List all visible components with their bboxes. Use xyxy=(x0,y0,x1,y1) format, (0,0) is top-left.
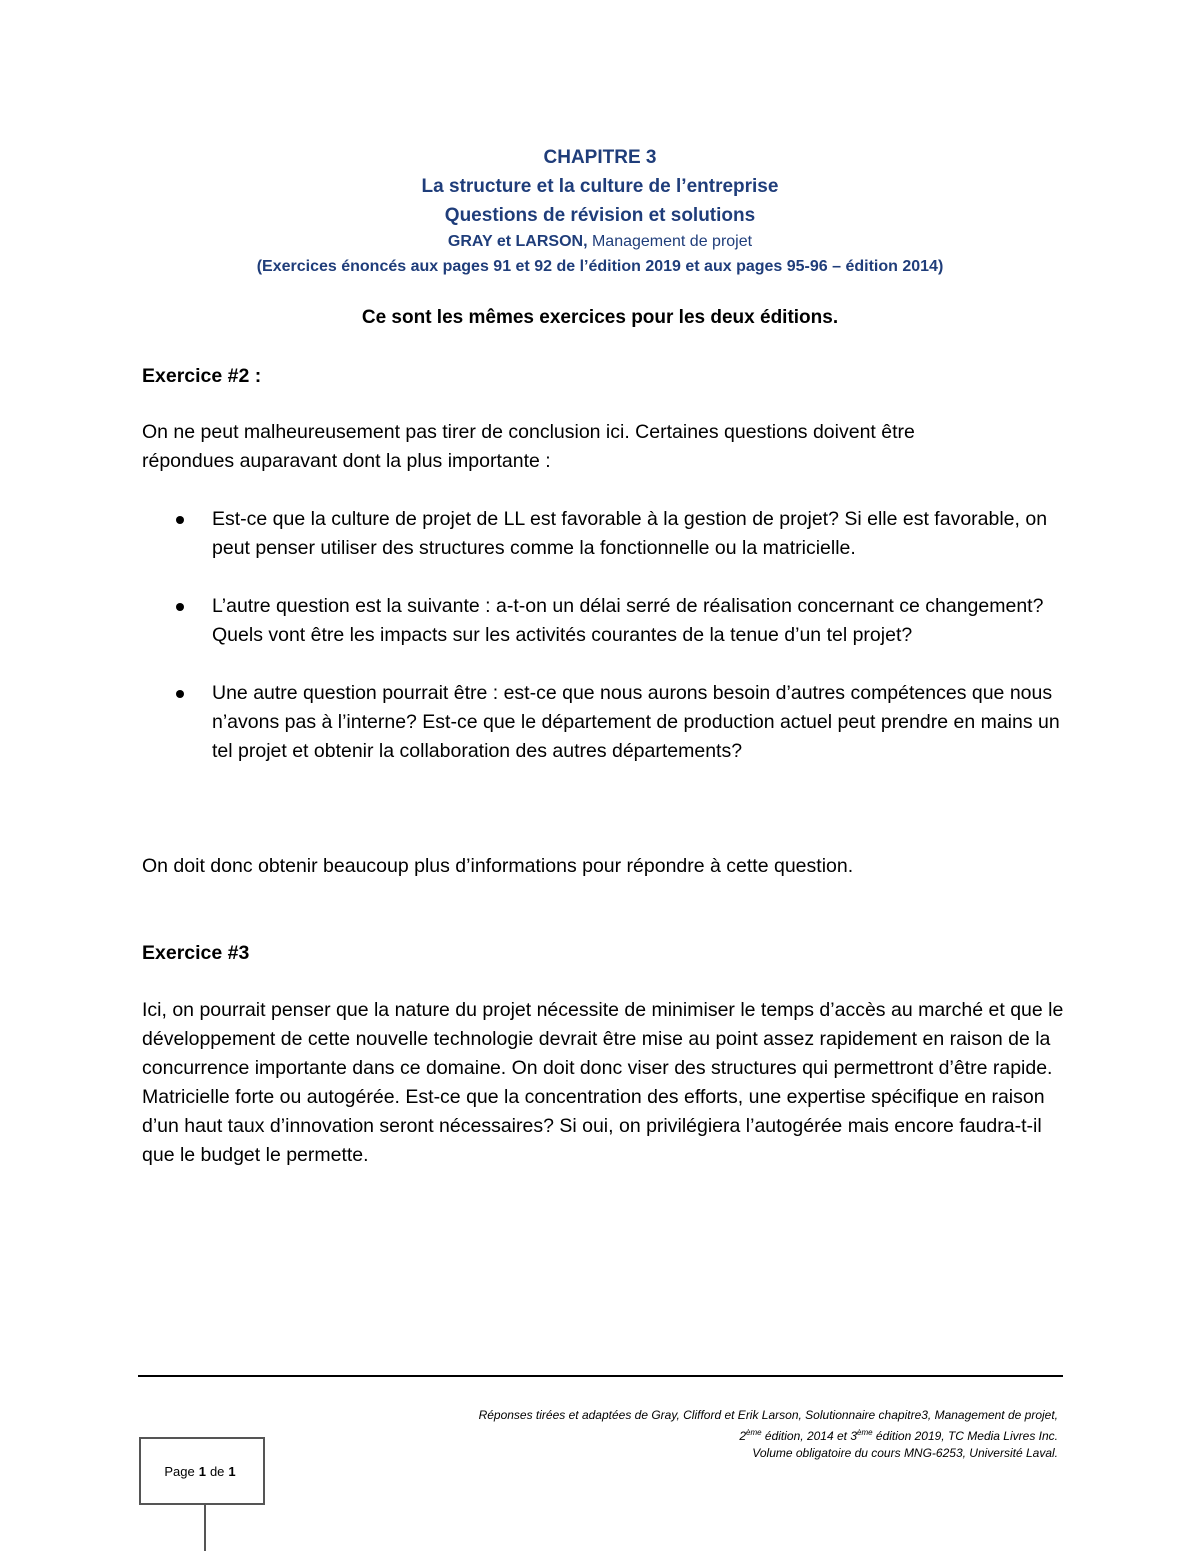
section-title: Questions de révision et solutions xyxy=(444,205,756,226)
footer-reference xyxy=(358,1407,1058,1462)
exercise2-bullet-list xyxy=(142,505,1072,766)
document-header xyxy=(0,143,1200,280)
pages-note: (Exercices énoncés aux pages 91 et 92 de l’édition 2019 et aux pages 95-96 – édition 2014) xyxy=(256,258,944,275)
editions-note: Ce sont les mêmes exercices pour les deux éditions. xyxy=(361,307,839,328)
exercise2-intro-line2: répondues auparavant dont la plus importante : xyxy=(142,450,551,472)
footer-ref-line2 xyxy=(358,1424,1058,1445)
edition-publisher: édition 2019, TC Media Livres Inc. xyxy=(872,1429,1058,1443)
exercise3-text: Ici, on pourrait penser que la nature du projet nécessite de minimiser le temps d’accès au marché et que le développement de cette nouvelle technologie devrait être mise au point assez rapidement en raison de la concurrence importante dans ce domaine. On doit donc viser des structures qui permettront d’être rapide. Matricielle forte ou autogérée. Est-ce que la concentration des efforts, une expertise spécifique en raison d’un haut taux d’innovation seront nécessaires? Si oui, on privilégiera l’autogérée mais encore faudra-t-il que le budget le permette. xyxy=(142,999,1064,1166)
page-current: 1 xyxy=(198,1463,206,1479)
list-item xyxy=(142,505,1072,563)
exercise2-heading: Exercice #2 : xyxy=(142,365,262,387)
page-total: 1 xyxy=(228,1463,236,1479)
bullet-icon xyxy=(176,690,184,698)
bullet-text: Une autre question pourrait être : est-ce que nous aurons besoin d’autres compétences que nous n’avons pas à l’interne? Est-ce que le département de production actuel peut prendre en mains un tel projet et obtenir la collaboration des autres départements? xyxy=(212,682,1060,762)
bullet-icon xyxy=(176,603,184,611)
bullet-text: Est-ce que la culture de projet de LL est favorable à la gestion de projet? Si elle est favorable, on peut penser utiliser des structures comme la fonctionnelle ou la matricielle. xyxy=(212,508,1048,559)
page-box-connector xyxy=(204,1505,206,1551)
exercise2-intro xyxy=(142,418,1072,476)
book-authors: GRAY et LARSON, xyxy=(447,233,588,250)
footer-ref-line3: Volume obligatoire du cours MNG-6253, Université Laval. xyxy=(752,1446,1058,1460)
bullet-text: L’autre question est la suivante : a-t-on un délai serré de réalisation concernant ce changement? Quels vont être les impacts sur les activités courantes de la tenue d’un tel projet? xyxy=(212,595,1044,646)
page-of: de xyxy=(209,1463,225,1479)
page-number-box xyxy=(139,1437,265,1505)
edition-text: édition, 2014 et 3 xyxy=(761,1429,857,1443)
edition-suffix: ème xyxy=(857,1428,873,1437)
exercise2-intro-line1: On ne peut malheureusement pas tirer de conclusion ici. Certaines questions doivent être xyxy=(142,421,915,443)
page-word: Page xyxy=(164,1463,195,1479)
book-title: Management de projet xyxy=(587,233,753,250)
list-item xyxy=(142,592,1072,650)
chapter-title: CHAPITRE 3 xyxy=(543,147,657,168)
footer-ref-line1: Réponses tirées et adaptées de Gray, Clifford et Erik Larson, Solutionnaire chapitre3, Management de projet, xyxy=(478,1408,1058,1422)
bullet-icon xyxy=(176,516,184,524)
edition-suffix: ème xyxy=(746,1428,762,1437)
footer-divider xyxy=(138,1375,1063,1377)
exercise3-heading: Exercice #3 xyxy=(142,942,250,964)
chapter-subject: La structure et la culture de l’entreprise xyxy=(421,176,779,197)
exercise2-conclusion: On doit donc obtenir beaucoup plus d’informations pour répondre à cette question. xyxy=(142,855,854,877)
list-item xyxy=(142,679,1072,766)
edition-number: 2 xyxy=(739,1429,747,1443)
book-reference xyxy=(0,230,1200,254)
